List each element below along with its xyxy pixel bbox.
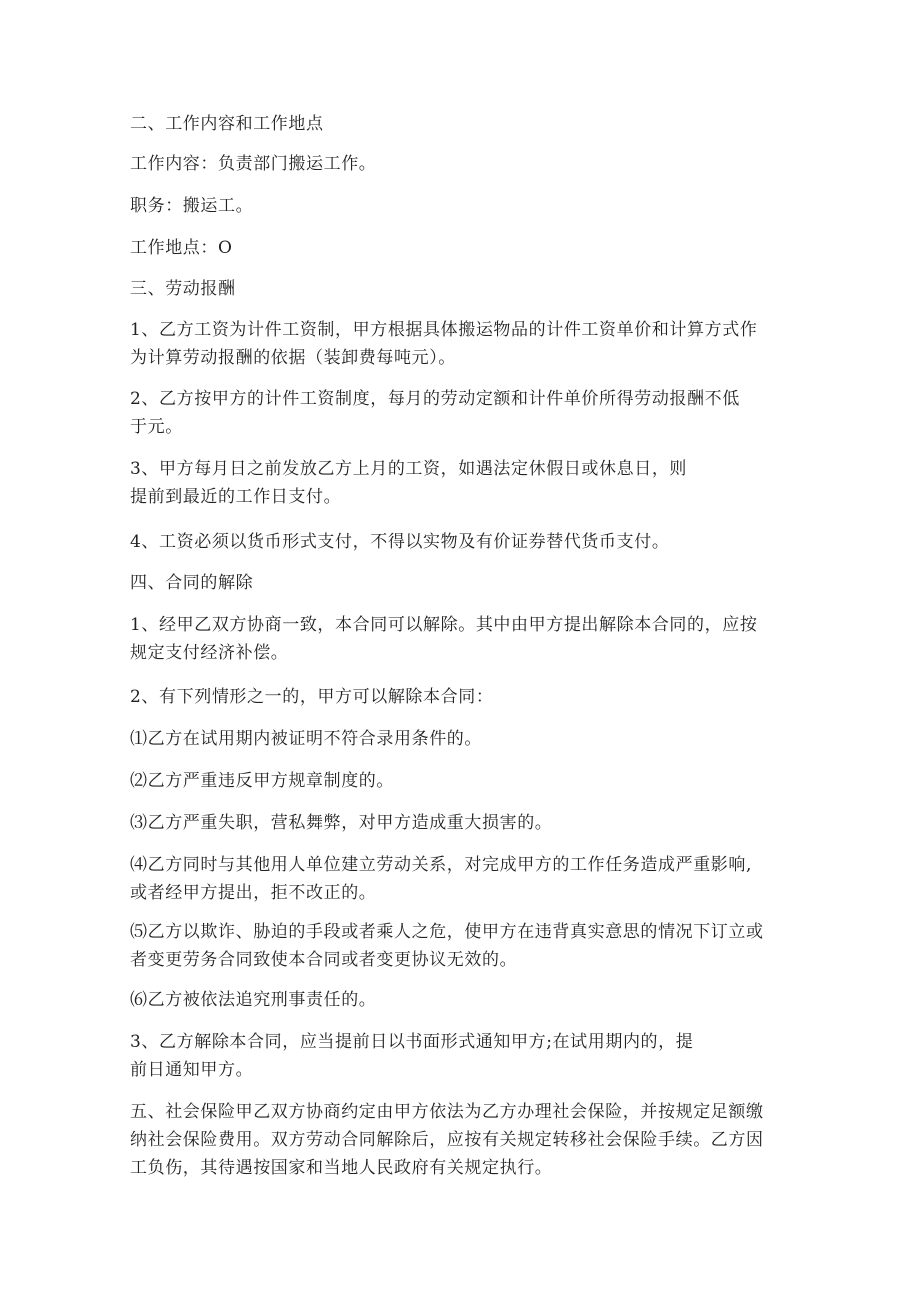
remuneration-clause-4: 4、工资必须以货币形式支付，不得以实物及有价证券替代货币支付。 (130, 532, 670, 552)
remuneration-clause-2: 2、乙方按甲方的计件工资制度，每月的劳动定额和计件单价所得劳动报酬不低 于元。 (130, 389, 740, 437)
termination-item-3: ⑶乙方严重失职，营私舞弊，对甲方造成重大损害的。 (130, 813, 553, 833)
termination-clause-1: 1、经甲乙双方协商一致，本合同可以解除。其中由甲方提出解除本合同的，应按 规定支付经济补偿。 (130, 615, 758, 663)
remuneration-clause-3: 3、甲方每月日之前发放乙方上月的工资，如遇法定休假日或休息日，则 提前到最近的工作日支付。 (130, 459, 688, 507)
remuneration-clause-1: 1、乙方工资为计件工资制，甲方根据具体搬运物品的计件工资单价和计算方式作 为计算劳动报酬的依据（装卸费每吨元）。 (130, 320, 758, 368)
section-social-insurance: 五、社会保险甲乙双方协商约定由甲方依法为乙方办理社会保险，并按规定足额缴 纳社会保险费用。双方劳动合同解除后，应按有关规定转移社会保险手续。乙方因 工负伤，其待遇按国家和当地人民政府有关规定执行。 (130, 1102, 764, 1178)
work-location-line: 工作地点：O (130, 238, 233, 258)
termination-item-5: ⑸乙方以欺诈、胁迫的手段或者乘人之危，使甲方在违背真实意思的情况下订立或 者变更劳务合同致使本合同或者变更协议无效的。 (130, 922, 764, 970)
termination-item-1: ⑴乙方在试用期内被证明不符合录用条件的。 (130, 729, 482, 749)
section-heading-work-content: 二、工作内容和工作地点 (130, 114, 324, 134)
section-heading-termination: 四、合同的解除 (130, 573, 254, 593)
termination-item-4: ⑷乙方同时与其他用人单位建立劳动关系，对完成甲方的工作任务造成严重影响, 或者经甲方提出，拒不改正的。 (130, 855, 753, 903)
termination-item-6: ⑹乙方被依法追究刑事责任的。 (130, 990, 377, 1010)
position-line: 职务：搬运工。 (130, 196, 254, 216)
termination-clause-3: 3、乙方解除本合同，应当提前日以书面形式通知甲方;在试用期内的，提 前日通知甲方。 (130, 1032, 694, 1080)
section-heading-remuneration: 三、劳动报酬 (130, 279, 236, 299)
termination-item-2: ⑵乙方严重违反甲方规章制度的。 (130, 771, 394, 791)
work-content-line: 工作内容：负责部门搬运工作。 (130, 154, 377, 174)
termination-clause-2: 2、有下列情形之一的，甲方可以解除本合同： (130, 687, 494, 707)
